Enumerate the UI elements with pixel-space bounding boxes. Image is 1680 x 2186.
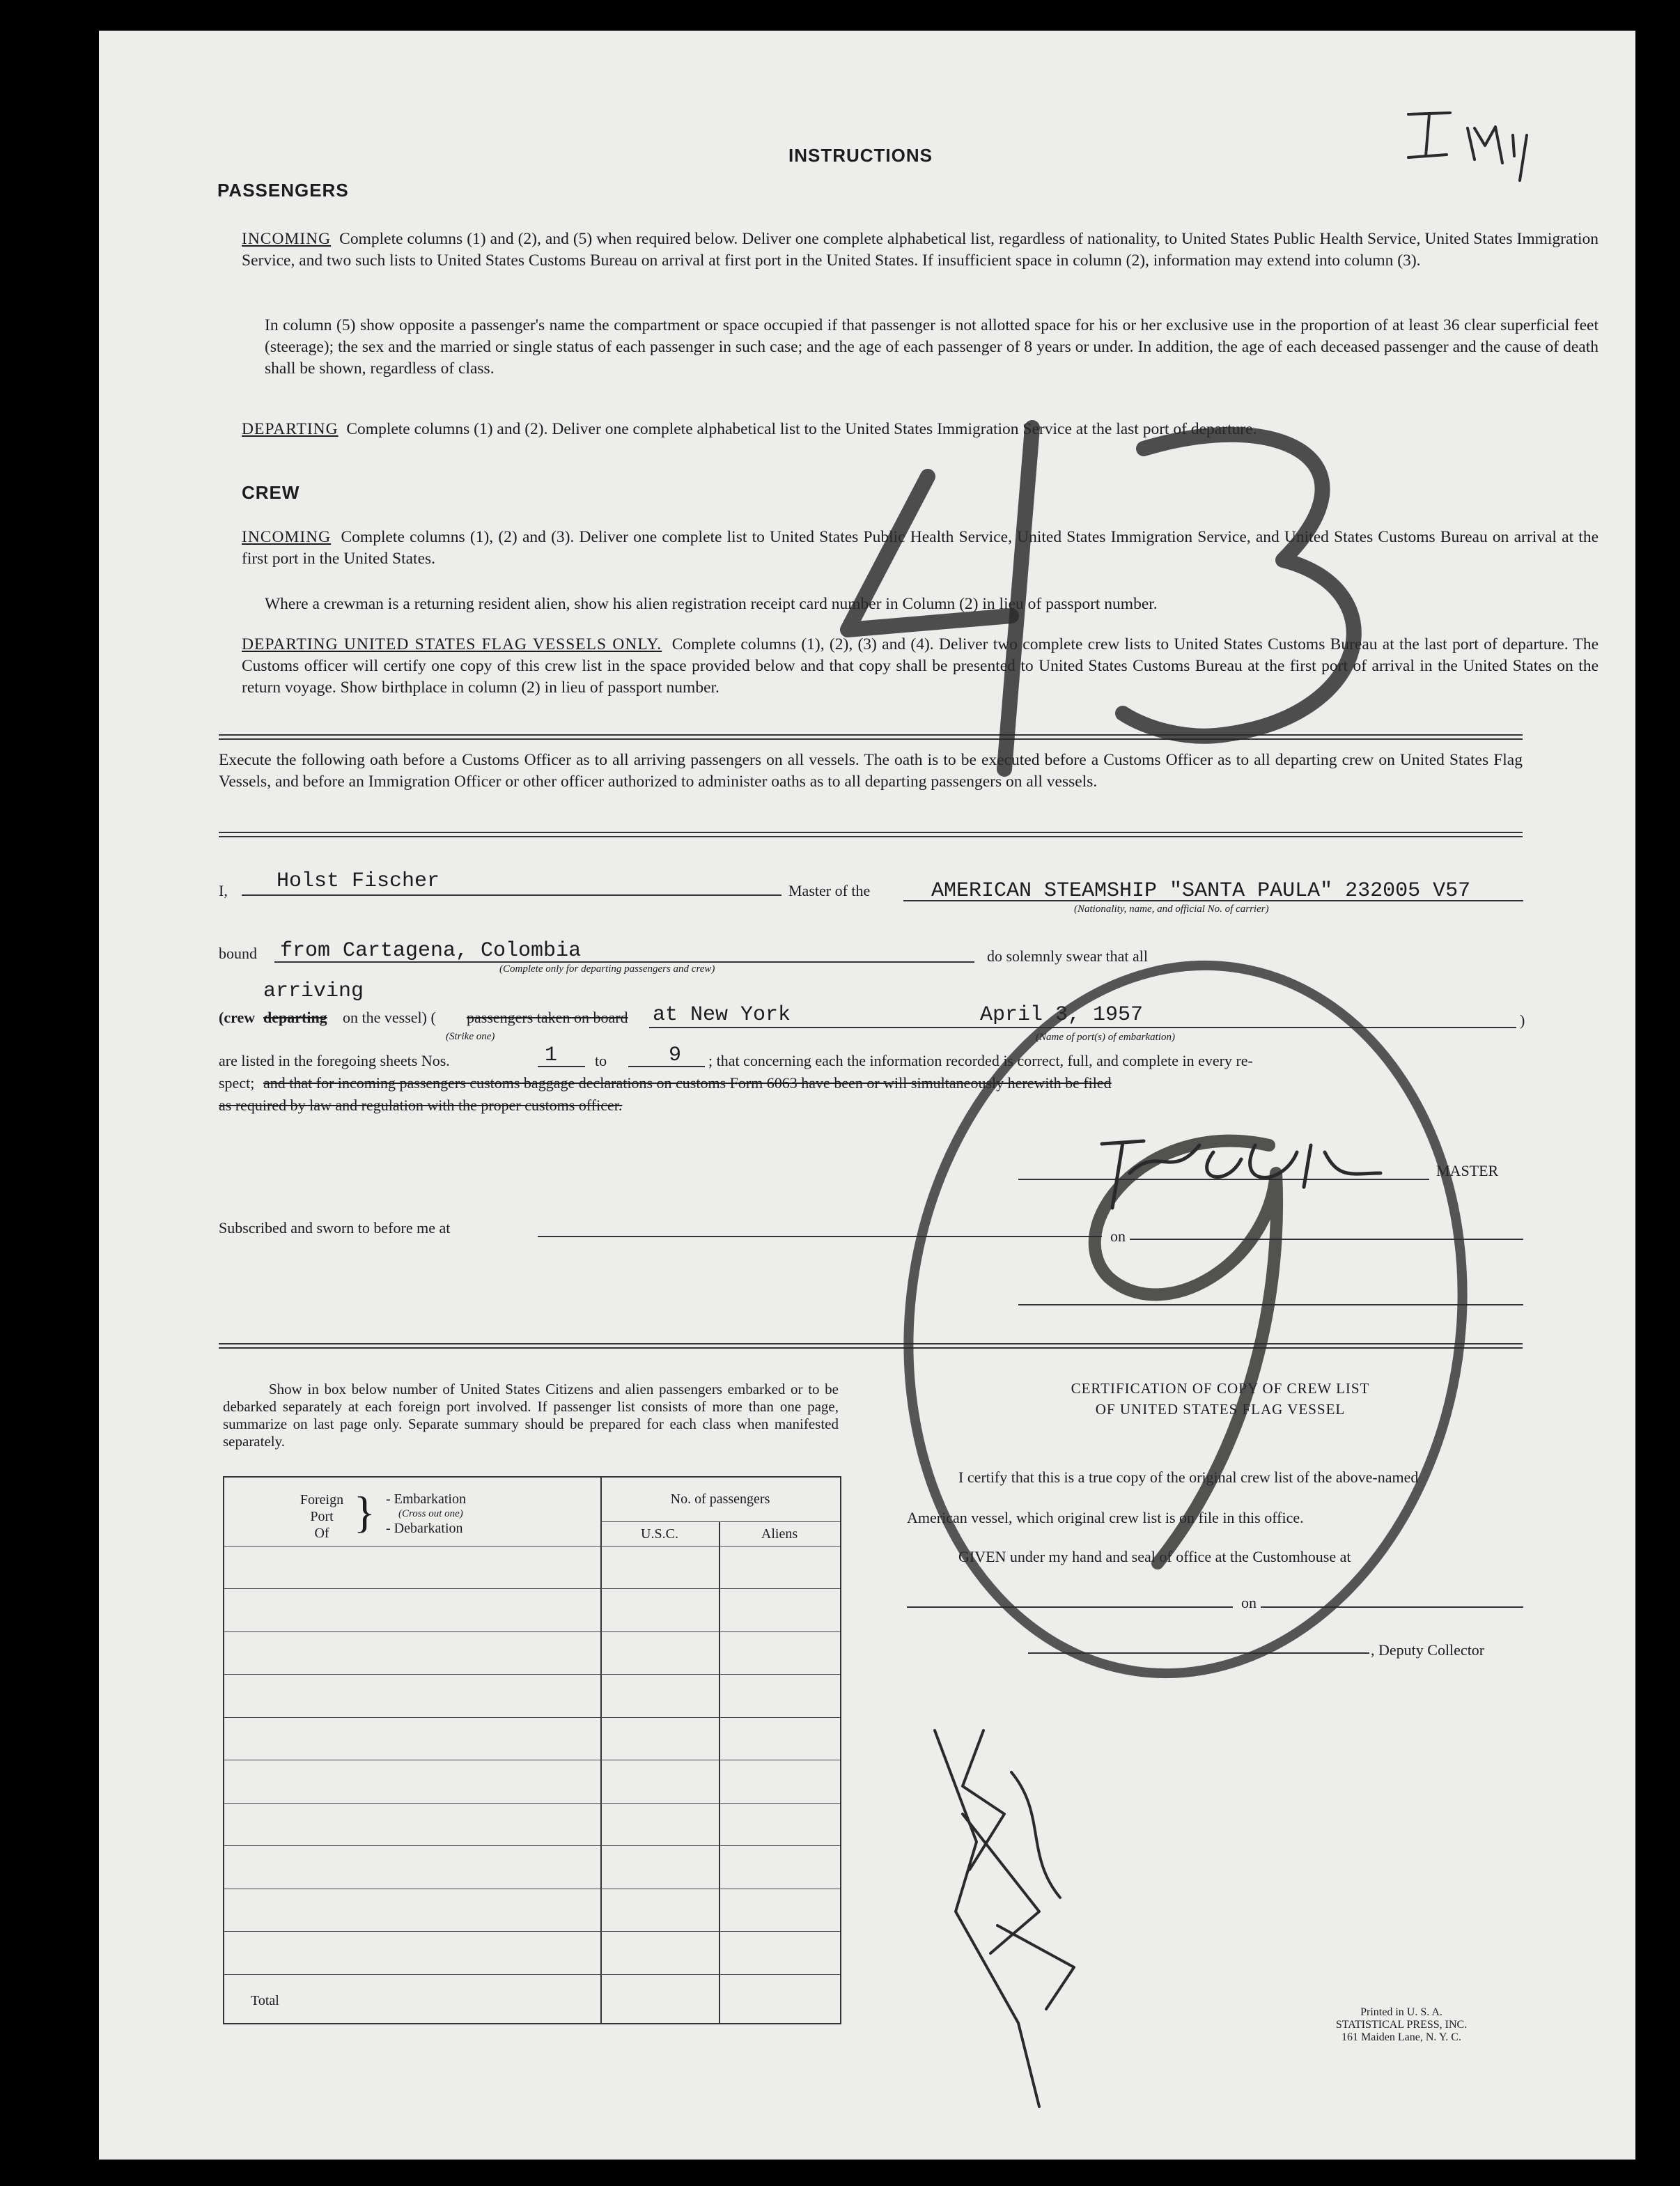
master-name-value[interactable]: Holst Fischer <box>277 869 440 893</box>
ink-large-circle <box>864 929 1507 1710</box>
passengers-taken-struck: passengers taken on board <box>467 1009 628 1026</box>
on-vessel-text: on the vessel) ( <box>343 1009 436 1026</box>
oath-intro-paragraph: Execute the following oath before a Customs Officer as to all arriving passengers on all vessels. The oath is to be executed before a Customs Officer as to all departing crew on United States Flag Vessels, and before an Immigration Officer or other officer authorized to administer oaths as to all departing passengers on all vessels. <box>219 751 1523 791</box>
port-label: Port <box>310 1509 334 1524</box>
bound-label: bound <box>219 945 257 962</box>
certification-title-line-2: OF UNITED STATES FLAG VESSEL <box>1095 1401 1346 1418</box>
crew-list-form-page <box>99 31 1635 2160</box>
oath-i-label: I, <box>219 882 228 899</box>
close-paren: ) <box>1520 1011 1525 1029</box>
certification-line-2: American vessel, which original crew list is on file in this office. <box>907 1509 1304 1526</box>
crew-departing-text: Complete columns (1), (2), (3) and (4). Deliver two complete crew lists to United States Customs Bureau at the last port of departure. The Customs officer will certify one copy of this crew list in the space provided below and that copy shall be presented to United States Customs Bureau at the first port of arrival in the United States on the return voyage. Show birthplace in column (2) in lieu of passport number. <box>242 635 1599 697</box>
passengers-incoming-text: Complete columns (1) and (2), and (5) when required below. Deliver one complete alphabetical list, regardless of nationality, to United States Public Health Service, United States Immigration Service, and two such lists to United States Customs Bureau on arrival at first port in the United States. If insufficient space in column (2), information may extend into column (3). <box>242 230 1599 270</box>
certification-title-line-1: CERTIFICATION OF COPY OF CREW LIST <box>1071 1380 1370 1397</box>
bound-from-value[interactable]: from Cartagena, Colombia <box>280 939 582 963</box>
of-label: Of <box>314 1526 329 1541</box>
ink-scribble-initials <box>935 1730 1074 2107</box>
no-of-passengers-header: No. of passengers <box>670 1491 770 1507</box>
embarkation-label: - Embarkation <box>386 1491 466 1507</box>
deputy-collector-label: , Deputy Collector <box>1371 1641 1485 1659</box>
swear-text: do solemnly swear that all <box>987 947 1148 965</box>
bound-caption: (Complete only for departing passengers and crew) <box>499 963 715 975</box>
instructions-title: INSTRUCTIONS <box>788 145 933 166</box>
printer-line-2: STATISTICAL PRESS, INC. <box>1335 2019 1468 2031</box>
passengers-departing-text: Complete columns (1) and (2). Deliver one complete alphabetical list to the United States Immigration Service at the last port of departure. <box>346 420 1257 438</box>
strike-caption: (Strike one) <box>446 1031 495 1042</box>
certification-line-1: I certify that this is a true copy of the original crew list of the above-named <box>958 1468 1419 1486</box>
passengers-incoming-label: INCOMING <box>242 230 332 248</box>
struck-customs-text-2: as required by law and regulation with the proper customs officer. <box>219 1096 623 1114</box>
spect-text: spect; <box>219 1074 255 1092</box>
subscribed-label: Subscribed and sworn to before me at <box>219 1219 451 1237</box>
date-value[interactable]: April 3, 1957 <box>980 1003 1144 1027</box>
sheet-from-value[interactable]: 1 <box>545 1044 558 1067</box>
crew-incoming-text: Complete columns (1), (2) and (3). Deliver one complete list to United States Public Health Service, United States Immigration Service, and United States Customs Bureau on arrival at the first port in the United States. <box>242 528 1599 568</box>
certification-on-label: on <box>1241 1594 1257 1611</box>
sheets-label: are listed in the foregoing sheets Nos. <box>219 1052 450 1069</box>
sheet-to-value[interactable]: 9 <box>669 1044 682 1067</box>
master-of-label: Master of the <box>788 882 871 899</box>
crew-label: (crew <box>219 1009 256 1026</box>
port-caption: (Name of port(s) of embarkation) <box>1036 1032 1175 1043</box>
handwriting-ink-layer <box>99 31 1635 2160</box>
signature-text <box>1109 1145 1112 1146</box>
vessel-value[interactable]: AMERICAN STEAMSHIP "SANTA PAULA" 232005 V57 <box>931 879 1471 903</box>
master-label: MASTER <box>1436 1162 1499 1179</box>
subscribed-on-label: on <box>1110 1227 1126 1245</box>
crew-departing-label: DEPARTING UNITED STATES FLAG VESSELS ONLY. <box>242 635 662 653</box>
debarkation-label: - Debarkation <box>386 1521 463 1536</box>
ink-corner-code <box>1408 113 1527 180</box>
passengers-heading: PASSENGERS <box>217 180 349 201</box>
brace-glyph: } <box>354 1487 375 1537</box>
crew-resident-paragraph: Where a crewman is a returning resident alien, show his alien registration receipt card number in Column (2) in lieu of passport number. <box>265 595 1158 613</box>
crew-heading: CREW <box>242 482 300 503</box>
usc-header: U.S.C. <box>641 1526 678 1542</box>
arriving-value[interactable]: arriving <box>263 979 364 1003</box>
departing-struck: departing <box>263 1009 327 1026</box>
crew-incoming-label: INCOMING <box>242 528 332 546</box>
ink-digit-nine <box>1095 1141 1277 1563</box>
corner-handwriting-text <box>1401 107 1403 108</box>
vessel-caption: (Nationality, name, and official No. of carrier) <box>1074 904 1269 915</box>
struck-customs-text-1: and that for incoming passengers customs baggage declarations on customs Form 6063 have been or will simultaneously herewith be filed <box>263 1074 1112 1092</box>
ink-digit-one <box>1004 428 1032 769</box>
passengers-departing-label: DEPARTING <box>242 420 339 438</box>
ink-master-signature <box>1102 1141 1380 1208</box>
summary-instructions: Show in box below number of United States Citizens and alien passengers embarked or to be debarked separately at each foreign port involved. If passenger list consists of more than one page, summarize on last page only. Separate summary should be prepared for each class when manifested separately. <box>223 1381 839 1450</box>
total-label: Total <box>251 1993 279 2008</box>
cross-out-caption: (Cross out one) <box>398 1508 463 1519</box>
aliens-header: Aliens <box>761 1526 798 1542</box>
sheets-text: ; that concerning each the information recorded is correct, full, and complete in every re- <box>708 1052 1253 1069</box>
certification-line-3: GIVEN under my hand and seal of office at the Customhouse at <box>958 1548 1351 1565</box>
printer-line-1: Printed in U. S. A. <box>1360 2006 1442 2018</box>
to-label: to <box>595 1052 607 1069</box>
printer-line-3: 161 Maiden Lane, N. Y. C. <box>1341 2031 1461 2043</box>
foreign-label: Foreign <box>300 1492 344 1507</box>
ink-digit-four <box>848 476 1011 630</box>
ink-digit-three <box>1123 435 1354 736</box>
port-value[interactable]: at New York <box>653 1003 791 1027</box>
passengers-column5-paragraph: In column (5) show opposite a passenger's name the compartment or space occupied if that passenger is not allotted space for his or her exclusive use in the proportion of at least 36 clear superficial feet (steerage); the sex and the married or single status of each passenger in such case; and the age of each passenger of 8 years or under. In addition, the age of each deceased passenger and the cause of death shall be shown, regardless of class. <box>265 316 1599 378</box>
